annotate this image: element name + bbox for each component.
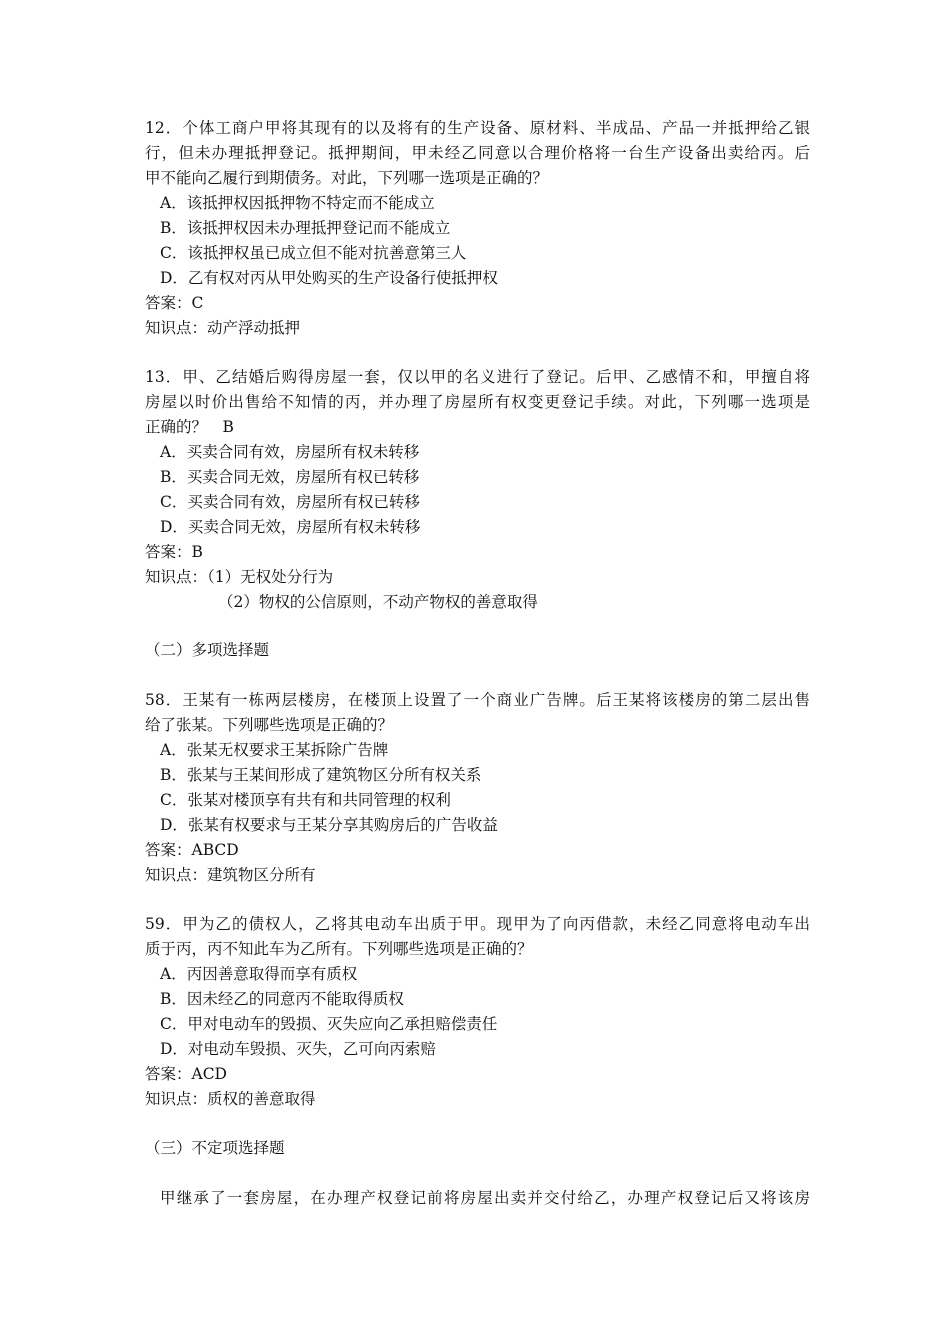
question-text-line: 质于丙，丙不知此车为乙所有。下列哪些选项是正确的？ xyxy=(145,940,533,958)
knowledge-point: 知识点：（1）无权处分行为 xyxy=(145,568,334,586)
question-text-line: 13．甲、乙结婚后购得房屋一套，仅以甲的名义进行了登记。后甲、乙感情不和，甲擅自将 xyxy=(145,368,810,386)
option-d: D．张某有权要求与王某分享其购房后的广告收益 xyxy=(160,816,498,834)
knowledge-point-continued: （2）物权的公信原则，不动产物权的善意取得 xyxy=(218,593,538,611)
answer: 答案：C xyxy=(145,294,204,312)
option-a: A．张某无权要求王某拆除广告牌 xyxy=(160,741,389,759)
option-d: D．乙有权对丙从甲处购买的生产设备行使抵押权 xyxy=(160,269,498,287)
option-a: A．丙因善意取得而享有质权 xyxy=(160,965,358,983)
question-text-line: 12．个体工商户甲将其现有的以及将有的生产设备、原材料、半成品、产品一并抵押给乙银 xyxy=(145,119,810,137)
question-58 xyxy=(145,688,810,888)
question-text-line: 59．甲为乙的债权人，乙将其电动车出质于甲。现甲为了向丙借款，未经乙同意将电动车出 xyxy=(145,915,810,933)
option-c: C．甲对电动车的毁损、灭失应向乙承担赔偿责任 xyxy=(160,1015,498,1033)
option-b: B．因未经乙的同意丙不能取得质权 xyxy=(160,990,404,1008)
option-b: B．张某与王某间形成了建筑物区分所有权关系 xyxy=(160,766,482,784)
option-b: B．该抵押权因未办理抵押登记而不能成立 xyxy=(160,219,451,237)
answer: 答案：ABCD xyxy=(145,841,239,859)
knowledge-point: 知识点：动产浮动抵押 xyxy=(145,319,301,337)
option-a: A．买卖合同有效，房屋所有权未转移 xyxy=(160,443,420,461)
option-c: C．该抵押权虽已成立但不能对抗善意第三人 xyxy=(160,244,467,262)
section-title: （二）多项选择题 xyxy=(145,641,270,659)
question-text-line: 行，但未办理抵押登记。抵押期间，甲未经乙同意以合理价格将一台生产设备出卖给丙。后 xyxy=(145,144,810,162)
question-13 xyxy=(145,365,810,615)
option-b: B．买卖合同无效，房屋所有权已转移 xyxy=(160,468,420,486)
option-d: D．买卖合同无效，房屋所有权未转移 xyxy=(160,518,421,536)
knowledge-point: 知识点：建筑物区分所有 xyxy=(145,866,316,884)
question-text-line: 正确的？ B xyxy=(145,418,234,436)
option-d: D．对电动车毁损、灭失，乙可向丙索赔 xyxy=(160,1040,436,1058)
question-59 xyxy=(145,912,810,1112)
paragraph-line: 甲继承了一套房屋，在办理产权登记前将房屋出卖并交付给乙，办理产权登记后又将该房 xyxy=(160,1189,810,1207)
answer: 答案：B xyxy=(145,543,203,561)
question-text-line: 甲不能向乙履行到期债务。对此，下列哪一选项是正确的？ xyxy=(145,169,549,187)
question-text-line: 房屋以时价出售给不知情的丙，并办理了房屋所有权变更登记手续。对此，下列哪一选项是 xyxy=(145,393,810,411)
option-c: C．买卖合同有效，房屋所有权已转移 xyxy=(160,493,420,511)
option-c: C．张某对楼顶享有共有和共同管理的权利 xyxy=(160,791,451,809)
section-title: （三）不定项选择题 xyxy=(145,1139,285,1157)
section-heading-indefinite-choice xyxy=(145,1136,810,1161)
option-a: A．该抵押权因抵押物不特定而不能成立 xyxy=(160,194,435,212)
answer: 答案：ACD xyxy=(145,1065,227,1083)
question-text-line: 58．王某有一栋两层楼房，在楼顶上设置了一个商业广告牌。后王某将该楼房的第二层出售 xyxy=(145,691,810,709)
question-12 xyxy=(145,116,810,341)
section-heading-multiple-choice xyxy=(145,638,810,663)
knowledge-point: 知识点：质权的善意取得 xyxy=(145,1090,316,1108)
question-text-line: 给了张某。下列哪些选项是正确的？ xyxy=(145,716,394,734)
case-paragraph xyxy=(145,1186,810,1211)
